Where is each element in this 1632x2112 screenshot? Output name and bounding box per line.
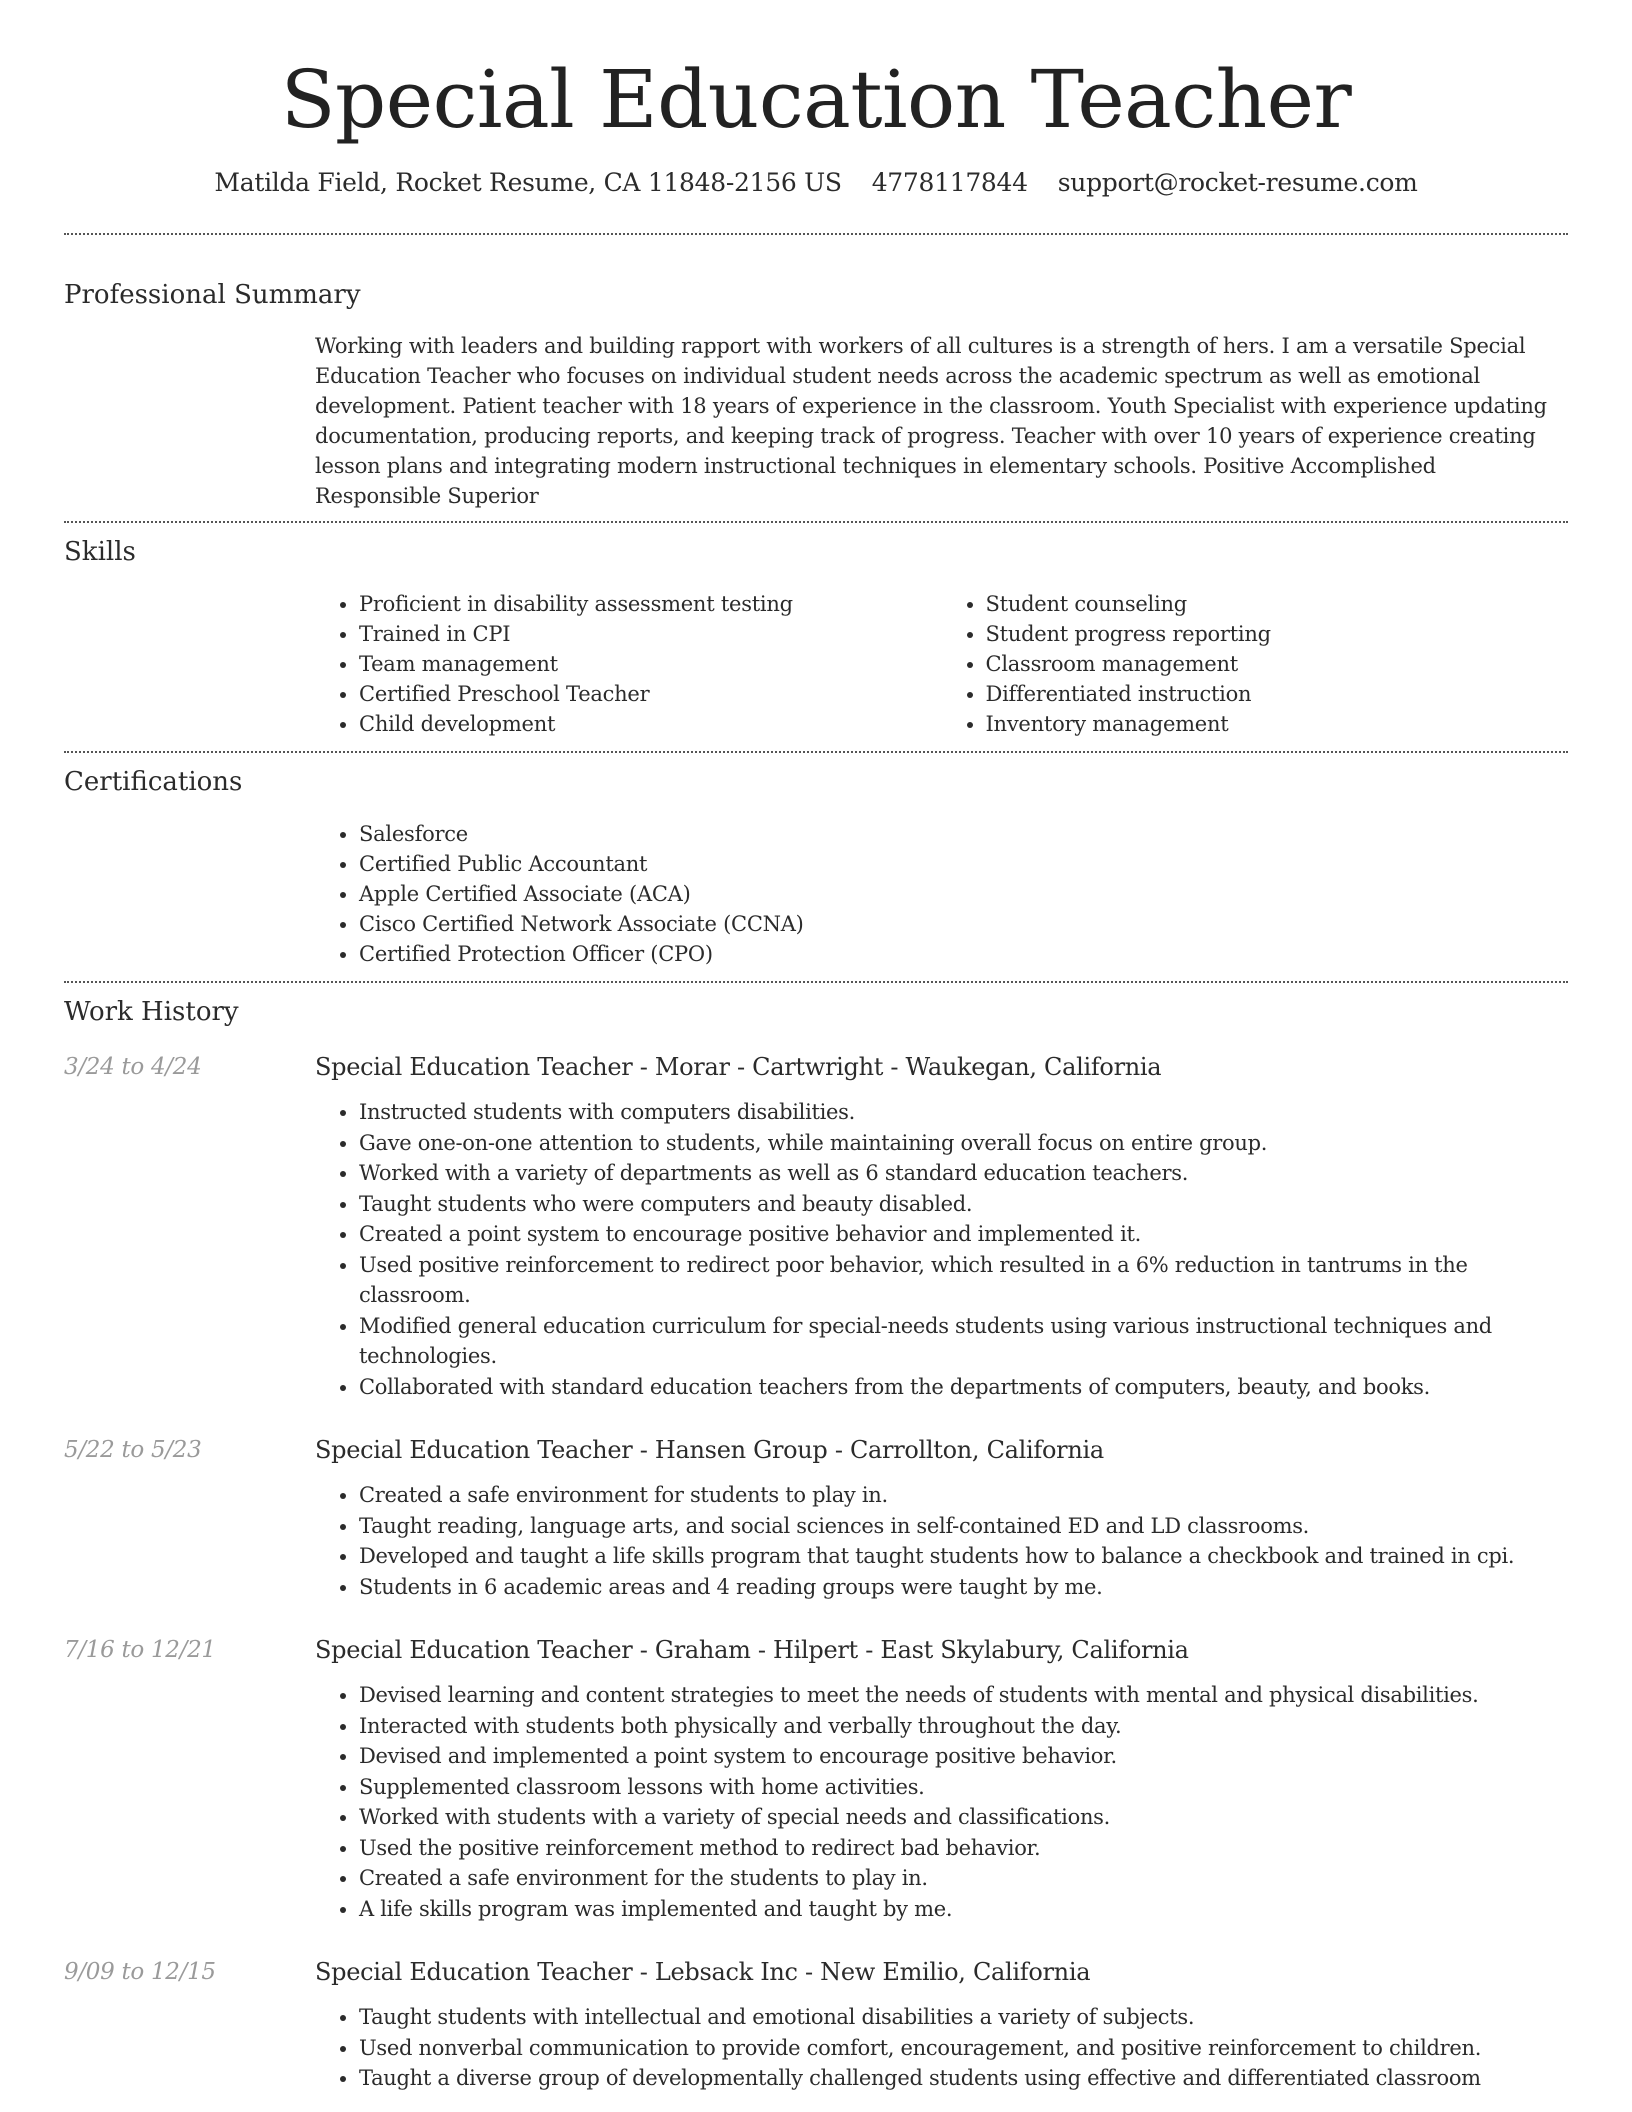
job-date: 7/16 to 12/21 [64, 1637, 216, 1663]
job-date: 3/24 to 4/24 [64, 1054, 202, 1080]
contact-email: support@rocket-resume.com [1057, 168, 1418, 197]
summary-heading: Professional Summary [64, 280, 361, 310]
job-title: Special Education Teacher - Morar - Cartwright - Waukegan, California [315, 1053, 1162, 1081]
job-date: 5/22 to 5/23 [64, 1437, 202, 1463]
certification-item: • Certified Public Accountant [359, 849, 1568, 879]
resume-page [64, 0, 1568, 2094]
skill-item: • Proficient in disability assessment testing [359, 589, 942, 619]
job-bullet: • Created a safe environment for students to play in. [359, 1480, 1568, 1511]
certifications-body [315, 819, 1568, 969]
job-bullet: • Developed and taught a life skills program that taught students how to balance a checkbook and trained in cpi. [359, 1541, 1568, 1572]
job-bullets [315, 1480, 1568, 1602]
job-bullet: • Worked with students with a variety of special needs and classifications. [359, 1802, 1568, 1833]
skill-item: • Certified Preschool Teacher [359, 679, 942, 709]
job-bullet: • Used nonverbal communication to provide comfort, encouragement, and positive reinforcement to children. [359, 2033, 1568, 2064]
contact-address: Matilda Field, Rocket Resume, CA 11848-2156 US [214, 168, 842, 197]
skills-heading: Skills [64, 537, 136, 567]
skill-item: • Child development [359, 709, 942, 739]
job-title: Special Education Teacher - Lebsack Inc - New Emilio, California [315, 1958, 1091, 1986]
job-bullets [315, 2002, 1568, 2094]
certification-item: • Apple Certified Associate (ACA) [359, 879, 1568, 909]
resume-title: Special Education Teacher [280, 53, 1352, 146]
job-bullet: • Taught students who were computers and beauty disabled. [359, 1189, 1568, 1220]
work-section [64, 983, 1568, 2094]
skill-item: • Classroom management [986, 649, 1569, 679]
contact-phone: 4778117844 [871, 168, 1028, 197]
job-bullet: • Created a safe environment for the students to play in. [359, 1863, 1568, 1894]
job-bullet: • Devised learning and content strategies to meet the needs of students with mental and physical disabilities. [359, 1680, 1568, 1711]
skill-item: • Team management [359, 649, 942, 679]
skills-list-right [942, 589, 1569, 739]
job-bullet: • Collaborated with standard education teachers from the departments of computers, beauty, and books. [359, 1372, 1568, 1403]
job-bullets [315, 1097, 1568, 1402]
job-bullet: • Used the positive reinforcement method to redirect bad behavior. [359, 1833, 1568, 1864]
job-bullet: • Modified general education curriculum for special-needs students using various instructional techniques and technologies. [359, 1311, 1568, 1372]
job-title: Special Education Teacher - Hansen Group - Carrollton, California [315, 1436, 1104, 1464]
job-bullet: • Students in 6 academic areas and 4 reading groups were taught by me. [359, 1572, 1568, 1603]
job-bullet: • Instructed students with computers disabilities. [359, 1097, 1568, 1128]
certifications-list [315, 819, 1568, 969]
contact-line [64, 166, 1568, 200]
job-title: Special Education Teacher - Graham - Hilpert - East Skylabury, California [315, 1636, 1189, 1664]
job-entry [64, 1634, 1568, 1924]
certification-item: • Cisco Certified Network Associate (CCNA) [359, 909, 1568, 939]
job-entry [64, 1956, 1568, 2094]
skill-item: • Differentiated instruction [986, 679, 1569, 709]
skills-section [64, 523, 1568, 739]
job-date: 9/09 to 12/15 [64, 1959, 216, 1985]
job-bullet: • Worked with a variety of departments as well as 6 standard education teachers. [359, 1158, 1568, 1189]
certifications-heading: Certifications [64, 767, 243, 797]
job-bullet: • Supplemented classroom lessons with home activities. [359, 1772, 1568, 1803]
job-bullet: • Taught reading, language arts, and social sciences in self-contained ED and LD classrooms. [359, 1511, 1568, 1542]
certification-item: • Certified Protection Officer (CPO) [359, 939, 1568, 969]
skills-list-left [315, 589, 942, 739]
certifications-section [64, 753, 1568, 969]
work-heading: Work History [64, 997, 239, 1027]
summary-text: Working with leaders and building rapport with workers of all cultures is a strength of hers. I am a versatile Special Education Teacher who focuses on individual student needs across the academic spectrum as well as emotional development. Patient teacher with 18 years of experience in the classroom. Youth Specialist with experience updating documentation, producing reports, and keeping track of progress. Teacher with over 10 years of experience creating lesson plans and integrating modern instructional techniques in elementary schools. Positive Accomplished Responsible Superior [315, 334, 1547, 508]
job-entry [64, 1434, 1568, 1602]
job-bullet: • Gave one-on-one attention to students, while maintaining overall focus on entire group. [359, 1128, 1568, 1159]
job-entry [64, 1051, 1568, 1402]
job-bullet: • Created a point system to encourage positive behavior and implemented it. [359, 1219, 1568, 1250]
job-bullets [315, 1680, 1568, 1924]
job-bullet: • Devised and implemented a point system to encourage positive behavior. [359, 1741, 1568, 1772]
skills-body [315, 589, 1568, 739]
summary-section [64, 235, 1568, 511]
skill-item: • Student counseling [986, 589, 1569, 619]
job-bullet: • Used positive reinforcement to redirect poor behavior, which resulted in a 6% reduction in tantrums in the classroom. [359, 1250, 1568, 1311]
summary-body [315, 331, 1568, 511]
skill-item: • Trained in CPI [359, 619, 942, 649]
skill-item: • Inventory management [986, 709, 1569, 739]
job-bullet: • Taught a diverse group of developmentally challenged students using effective and differentiated classroom [359, 2063, 1568, 2094]
skill-item: • Student progress reporting [986, 619, 1569, 649]
job-bullet: • Taught students with intellectual and emotional disabilities a variety of subjects. [359, 2002, 1568, 2033]
job-bullet: • A life skills program was implemented and taught by me. [359, 1894, 1568, 1925]
job-bullet: • Interacted with students both physically and verbally throughout the day. [359, 1711, 1568, 1742]
certification-item: • Salesforce [359, 819, 1568, 849]
